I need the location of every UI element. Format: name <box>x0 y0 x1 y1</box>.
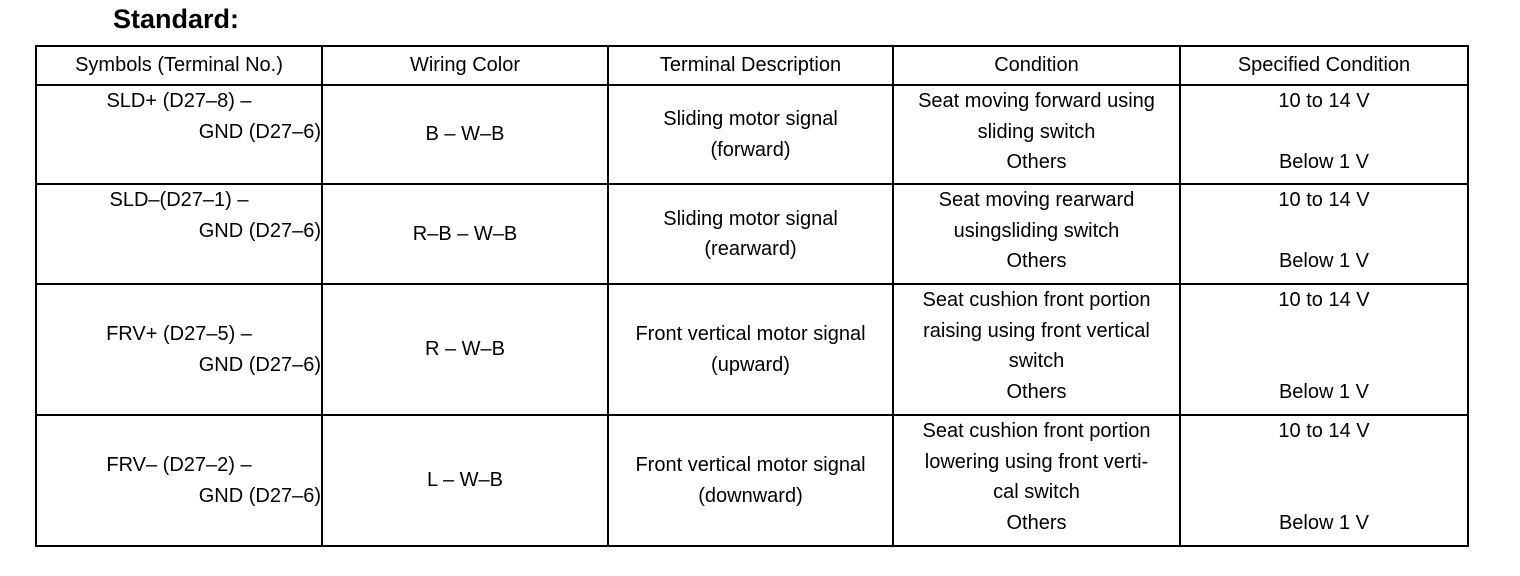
symbol-cell <box>36 85 322 184</box>
condition-line: Others <box>1006 511 1067 534</box>
specified-line: 10 to 14 V <box>1278 420 1370 442</box>
description-line: (upward) <box>711 353 790 376</box>
condition-line: Seat cushion front portion <box>922 289 1151 311</box>
condition-line: Seat moving forward using <box>918 90 1155 112</box>
specified-line: Below 1 V <box>1278 511 1370 534</box>
specified-line <box>1181 346 1467 377</box>
terminal-spec-table <box>35 45 1469 547</box>
condition-line: Seat moving rearward <box>938 189 1135 211</box>
symbol-cell <box>36 184 322 284</box>
col-header-wiring-color: Wiring Color <box>322 46 608 85</box>
symbol-terminal: FRV+ (D27–5) – <box>106 323 252 345</box>
condition-cell <box>893 415 1180 546</box>
specified-condition-cell <box>1180 415 1468 546</box>
specified-line <box>1181 447 1467 478</box>
description-line: Sliding motor signal <box>663 108 838 130</box>
condition-line: sliding switch <box>977 120 1096 143</box>
specified-line <box>1181 316 1467 347</box>
wiring-color-cell: R – W–B <box>322 284 608 415</box>
symbol-cell <box>36 284 322 415</box>
condition-cell <box>893 284 1180 415</box>
wiring-color-cell: B – W–B <box>322 85 608 184</box>
table-row <box>36 415 1468 546</box>
condition-line: usingsliding switch <box>953 219 1120 242</box>
specified-line <box>1181 216 1467 247</box>
wiring-color-cell: R–B – W–B <box>322 184 608 284</box>
condition-line: cal switch <box>993 481 1080 503</box>
specified-line <box>1181 477 1467 508</box>
condition-line: Others <box>1006 151 1067 173</box>
table-row <box>36 184 1468 284</box>
specified-line: 10 to 14 V <box>1278 289 1370 311</box>
description-line: (forward) <box>710 138 791 161</box>
symbol-ground: GND (D27–6) <box>198 120 321 143</box>
description-line: Front vertical motor signal <box>635 454 866 476</box>
specified-condition-cell <box>1180 284 1468 415</box>
table-header-row <box>36 46 1468 85</box>
col-header-terminal-description: Terminal Description <box>608 46 893 85</box>
specified-line: Below 1 V <box>1278 151 1370 173</box>
description-line: Front vertical motor signal <box>635 323 866 345</box>
condition-cell <box>893 184 1180 284</box>
specified-condition-cell <box>1180 85 1468 184</box>
table-row <box>36 85 1468 184</box>
specified-condition-cell <box>1180 184 1468 284</box>
condition-line: Others <box>1006 250 1067 272</box>
col-header-symbols: Symbols (Terminal No.) <box>36 46 322 85</box>
symbol-ground: GND (D27–6) <box>198 219 321 242</box>
description-line: (downward) <box>698 484 803 507</box>
specified-line <box>1181 117 1467 148</box>
specified-line: Below 1 V <box>1278 250 1370 272</box>
description-cell <box>608 415 893 546</box>
wiring-color-cell: L – W–B <box>322 415 608 546</box>
condition-cell <box>893 85 1180 184</box>
table-row <box>36 284 1468 415</box>
condition-line: Seat cushion front portion <box>922 420 1151 442</box>
specified-line: 10 to 14 V <box>1278 90 1370 112</box>
description-cell <box>608 184 893 284</box>
description-cell <box>608 284 893 415</box>
col-header-specified-condition: Specified Condition <box>1180 46 1468 85</box>
condition-line: raising using front vertical <box>923 319 1150 342</box>
col-header-condition: Condition <box>893 46 1180 85</box>
specified-line: 10 to 14 V <box>1278 189 1370 211</box>
specified-line: Below 1 V <box>1278 380 1370 403</box>
condition-line: lowering using front verti- <box>924 450 1149 473</box>
symbol-terminal: SLD–(D27–1) – <box>109 189 249 211</box>
condition-line: Others <box>1006 380 1067 403</box>
symbol-terminal: SLD+ (D27–8) – <box>106 90 252 112</box>
symbol-terminal: FRV– (D27–2) – <box>106 454 252 476</box>
symbol-ground: GND (D27–6) <box>198 484 321 507</box>
description-cell <box>608 85 893 184</box>
description-line: (rearward) <box>704 238 797 260</box>
symbol-ground: GND (D27–6) <box>198 353 321 376</box>
symbol-cell <box>36 415 322 546</box>
section-heading: Standard: <box>113 4 240 34</box>
condition-line: switch <box>1008 350 1065 372</box>
description-line: Sliding motor signal <box>663 207 838 230</box>
